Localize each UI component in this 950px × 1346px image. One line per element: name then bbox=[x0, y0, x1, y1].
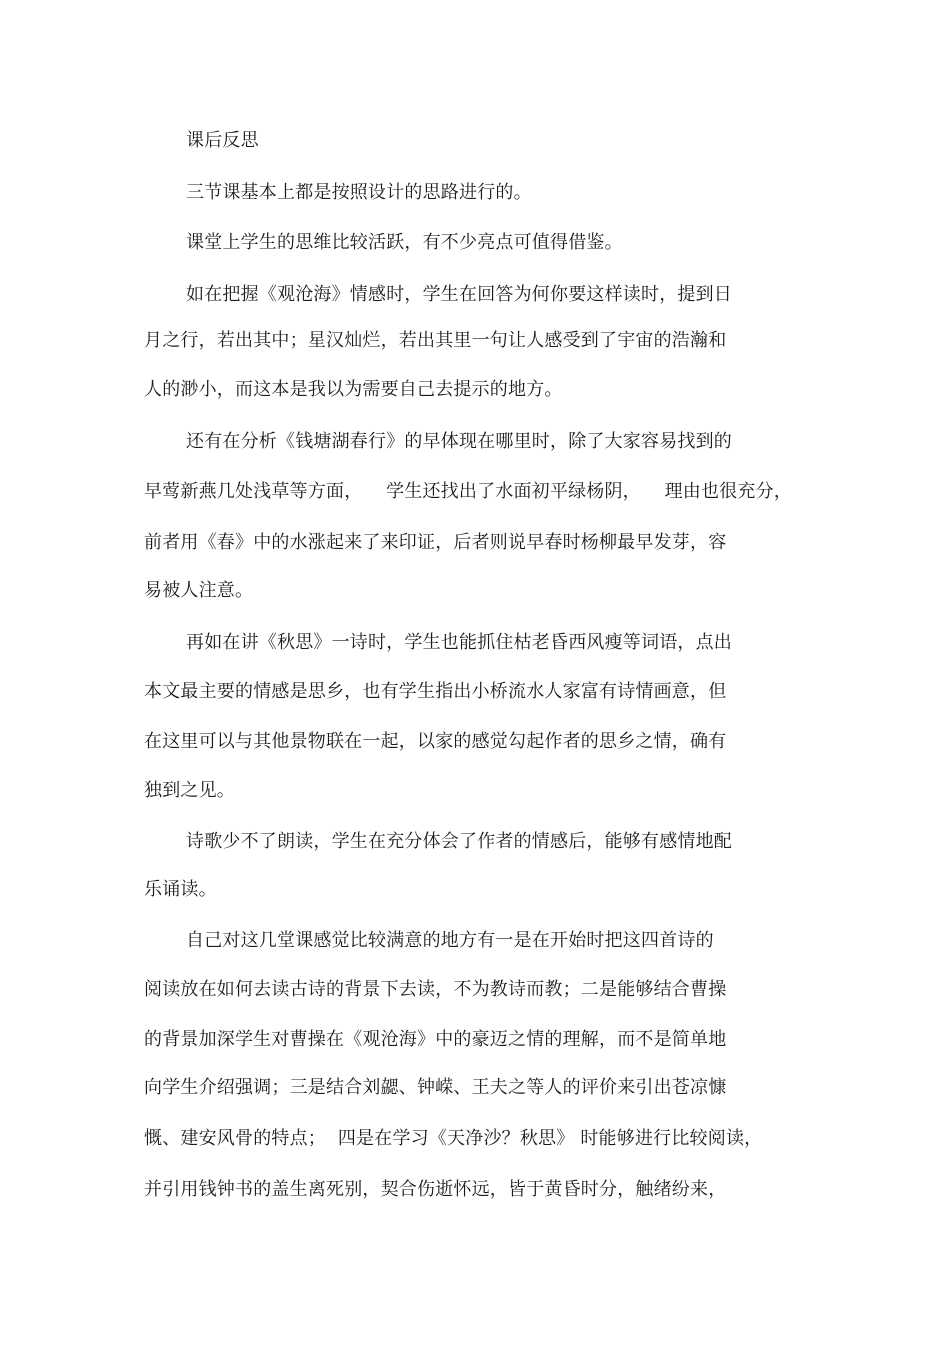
paragraph-line: 前者用《春》中的水涨起来了来印证，后者则说早春时杨柳最早发芽，容 bbox=[144, 532, 727, 553]
paragraph-line: 乐诵读。 bbox=[144, 879, 217, 900]
paragraph-line: 在这里可以与其他景物联在一起，以家的感觉勾起作者的思乡之情，确有 bbox=[144, 731, 727, 752]
paragraph-line: 自己对这几堂课感觉比较满意的地方有一是在开始时把这四首诗的 bbox=[186, 930, 714, 951]
paragraph-line: 再如在讲《秋思》一诗时，学生也能抓住枯老昏西风瘦等词语，点出 bbox=[186, 632, 732, 653]
paragraph-line: 慨、建安风骨的特点； 四是在学习《天净沙？秋思》 时能够进行比较阅读， bbox=[144, 1128, 763, 1149]
paragraph-line: 三节课基本上都是按照设计的思路进行的。 bbox=[186, 182, 532, 203]
paragraph-line: 向学生介绍强调；三是结合刘勰、钟嵘、王夫之等人的评价来引出苍凉慷 bbox=[144, 1077, 727, 1098]
paragraph-line: 本文最主要的情感是思乡，也有学生指出小桥流水人家富有诗情画意，但 bbox=[144, 681, 727, 702]
paragraph-line: 还有在分析《钱塘湖春行》的早体现在哪里时，除了大家容易找到的 bbox=[186, 431, 732, 452]
paragraph-line: 早莺新燕几处浅草等方面， 学生还找出了水面初平绿杨阴， 理由也很充分， bbox=[144, 481, 792, 502]
paragraph-line: 并引用钱钟书的盖生离死别，契合伤逝怀远，皆于黄昏时分，触绪纷来， bbox=[144, 1179, 727, 1200]
paragraph-line: 的背景加深学生对曹操在《观沧海》中的豪迈之情的理解，而不是简单地 bbox=[144, 1029, 727, 1050]
paragraph-line: 课堂上学生的思维比较活跃，有不少亮点可值得借鉴。 bbox=[186, 232, 623, 253]
paragraph-line: 诗歌少不了朗读，学生在充分体会了作者的情感后，能够有感情地配 bbox=[186, 831, 732, 852]
paragraph-line: 如在把握《观沧海》情感时，学生在回答为何你要这样读时，提到日 bbox=[186, 284, 732, 305]
paragraph-line: 阅读放在如何去读古诗的背景下去读，不为教诗而教；二是能够结合曹操 bbox=[144, 979, 727, 1000]
document-title: 课后反思 bbox=[186, 130, 259, 151]
paragraph-line: 易被人注意。 bbox=[144, 580, 254, 601]
paragraph-line: 月之行，若出其中；星汉灿烂，若出其里一句让人感受到了宇宙的浩瀚和 bbox=[144, 330, 727, 351]
paragraph-line: 独到之见。 bbox=[144, 780, 235, 801]
paragraph-line: 人的渺小，而这本是我以为需要自己去提示的地方。 bbox=[144, 379, 563, 400]
